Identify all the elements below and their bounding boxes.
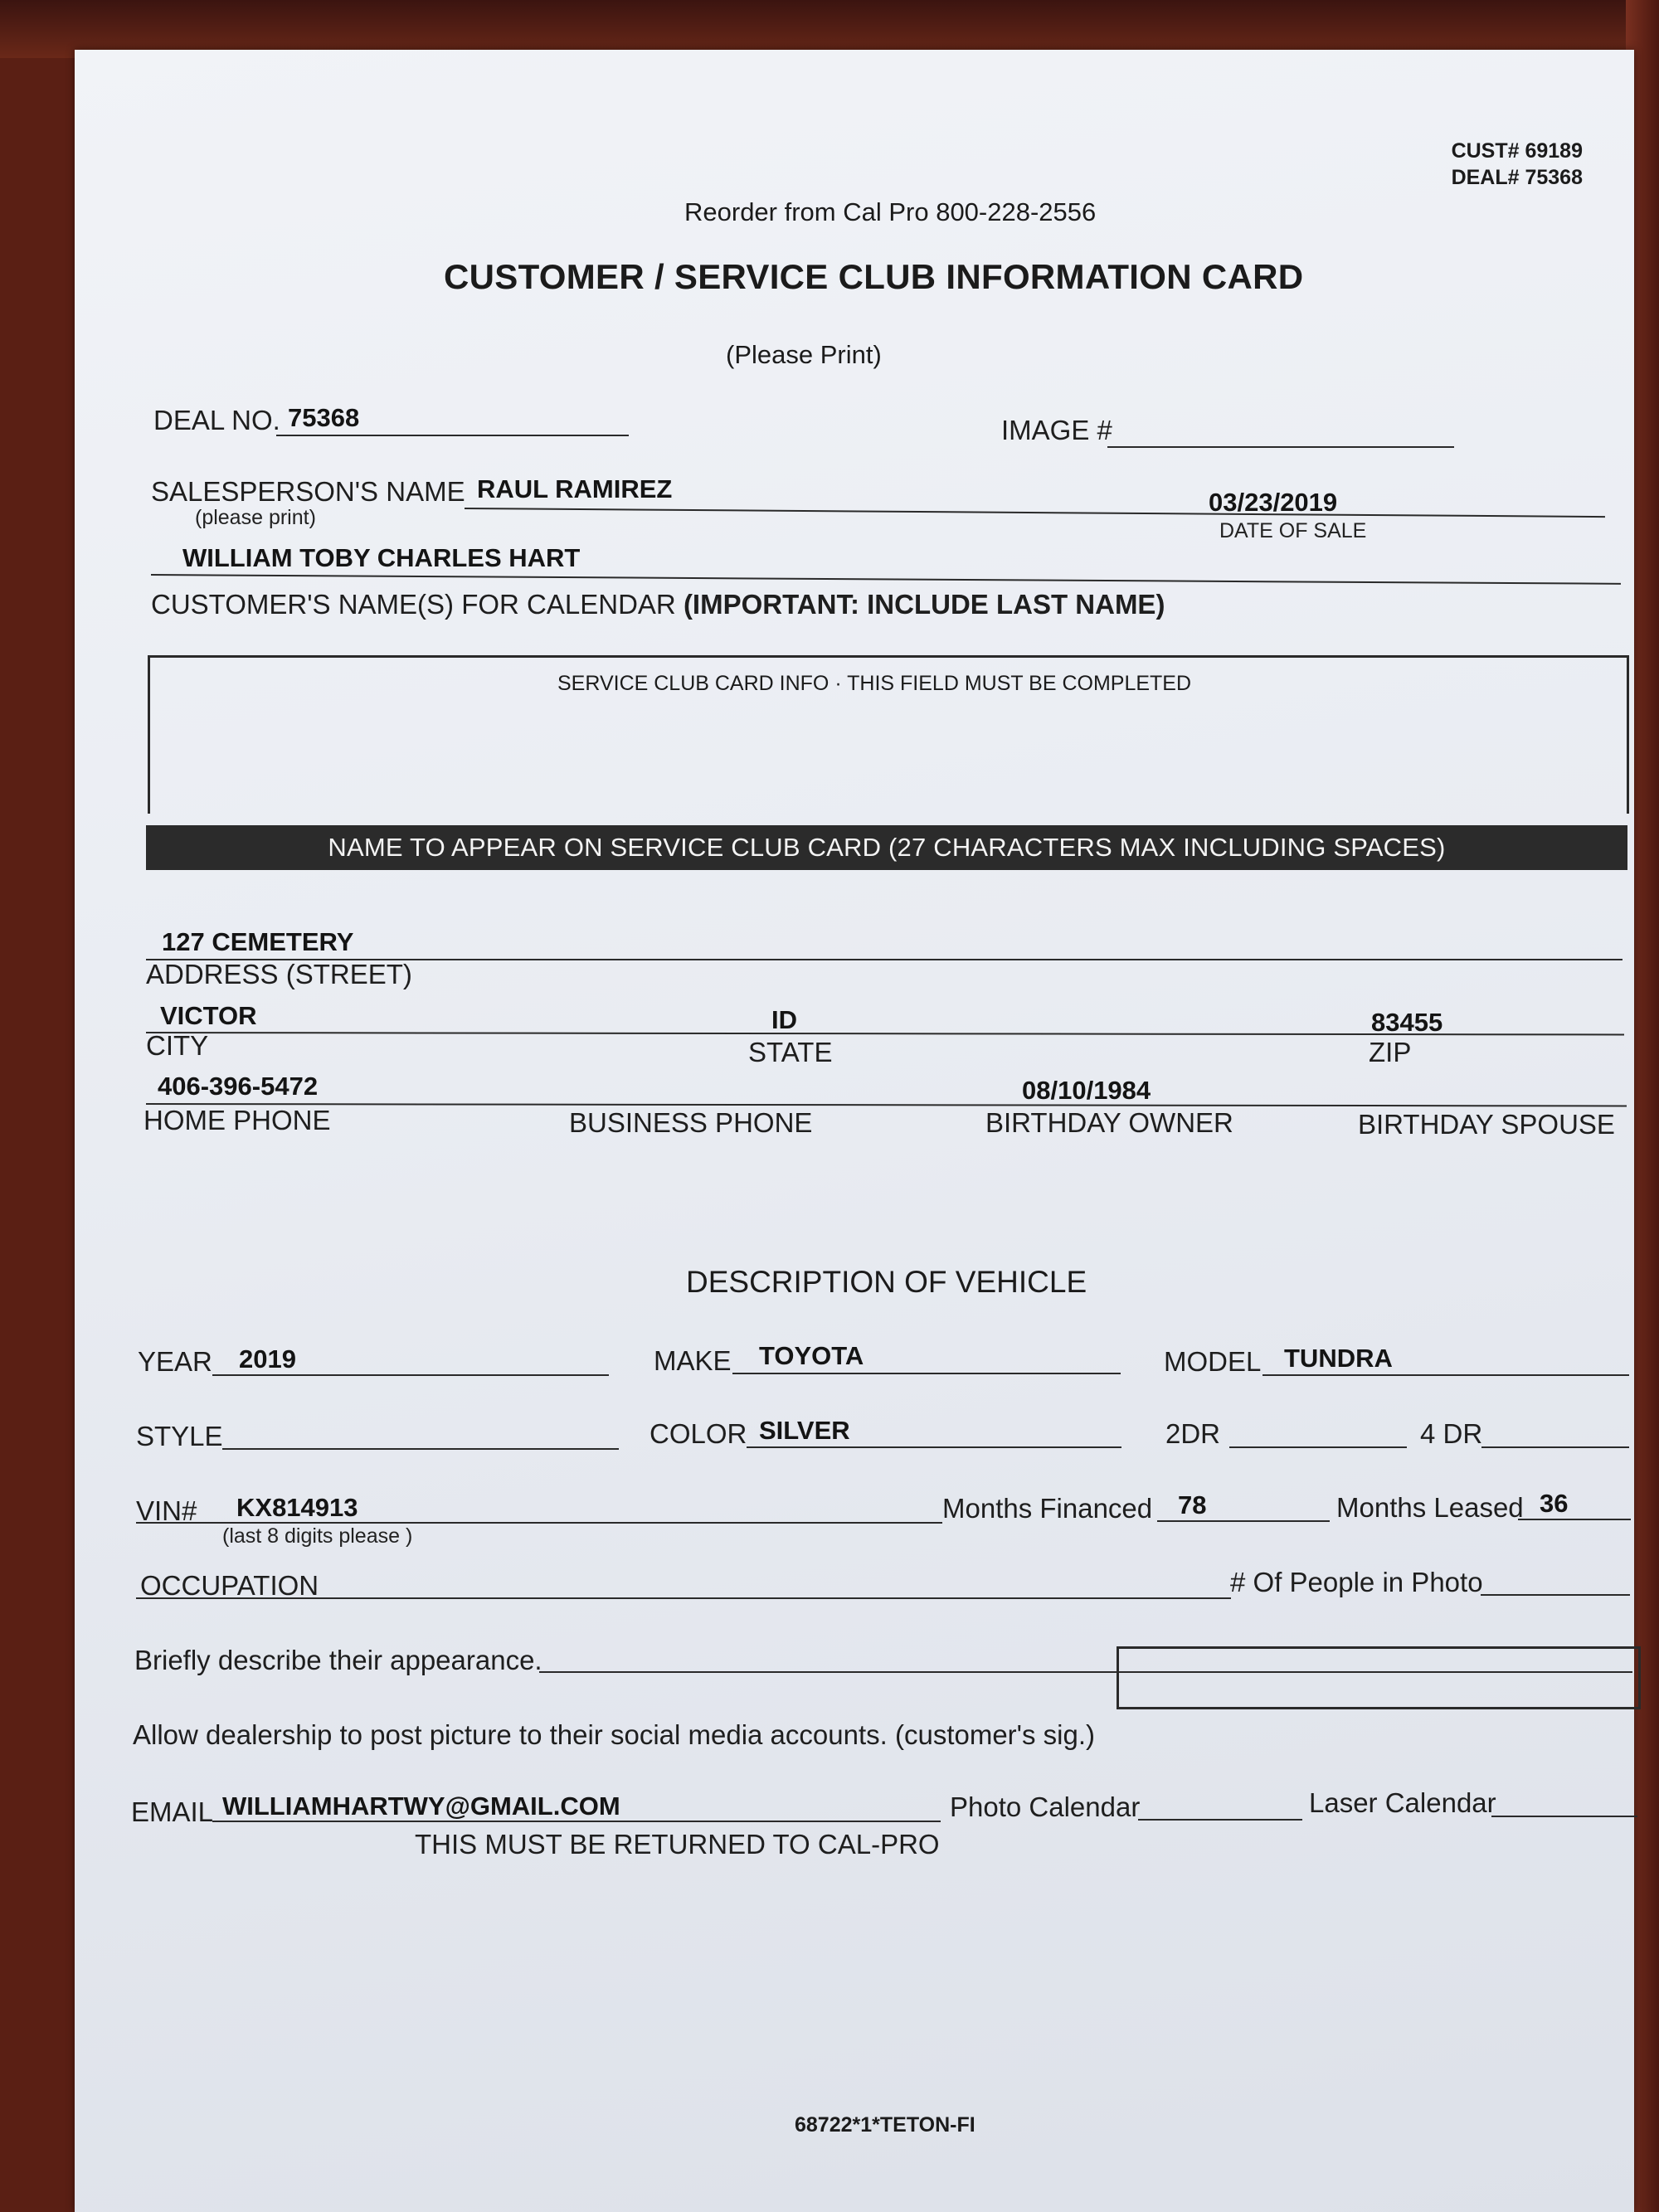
style-underline [222, 1448, 619, 1450]
color-label: COLOR [649, 1418, 747, 1449]
months-leased-label: Months Leased [1336, 1492, 1524, 1523]
state-value[interactable]: ID [771, 1005, 797, 1034]
model-value[interactable]: TUNDRA [1284, 1344, 1393, 1373]
social-media-consent-label: Allow dealership to post picture to their social media accounts. (customer's sig.) [133, 1719, 1095, 1750]
salesperson-underline [465, 508, 1605, 518]
year-label: YEAR [138, 1346, 212, 1377]
year-underline [212, 1374, 609, 1376]
page-title: CUSTOMER / SERVICE CLUB INFORMATION CARD [444, 257, 1304, 296]
form-sheet [75, 50, 1634, 2212]
birthday-owner-label: BIRTHDAY OWNER [985, 1107, 1233, 1138]
months-leased-value[interactable]: 36 [1540, 1489, 1569, 1518]
zip-value[interactable]: 83455 [1371, 1008, 1443, 1037]
address-label: ADDRESS (STREET) [146, 959, 412, 989]
occupation-underline [136, 1597, 1231, 1599]
customer-number: CUST# 69189 [1451, 139, 1583, 163]
home-phone-value[interactable]: 406-396-5472 [158, 1072, 319, 1101]
phone-birthday-underline [146, 1103, 1627, 1106]
months-financed-underline [1157, 1520, 1330, 1522]
appearance-label: Briefly describe their appearance. [134, 1645, 542, 1675]
months-financed-value[interactable]: 78 [1178, 1490, 1207, 1519]
salesperson-value[interactable]: RAUL RAMIREZ [477, 474, 673, 503]
make-label: MAKE [654, 1345, 732, 1376]
city-value[interactable]: VICTOR [160, 1001, 257, 1030]
months-leased-underline [1518, 1519, 1631, 1520]
deal-number-header: DEAL# 75368 [1451, 166, 1583, 189]
customer-name-underline [151, 574, 1621, 585]
photo-calendar-underline [1138, 1819, 1302, 1821]
form-code: 68722*1*TETON-FI [795, 2113, 975, 2137]
four-door-underline [1481, 1446, 1629, 1448]
model-underline [1262, 1374, 1629, 1376]
two-door-underline [1229, 1446, 1407, 1448]
salesperson-label: SALESPERSON'S NAME [151, 476, 465, 507]
service-club-caption: SERVICE CLUB CARD INFO · THIS FIELD MUST BE COMPLETED [557, 672, 1192, 695]
customer-name-important-note: (IMPORTANT: INCLUDE LAST NAME) [683, 589, 1165, 620]
service-club-banner: NAME TO APPEAR ON SERVICE CLUB CARD (27 CHARACTERS MAX INCLUDING SPACES) [146, 825, 1627, 870]
customer-name-label [151, 589, 1165, 620]
people-in-photo-label: # Of People in Photo [1230, 1567, 1483, 1597]
months-financed-label: Months Financed [942, 1493, 1153, 1524]
occupation-label: OCCUPATION [140, 1570, 319, 1601]
customer-name-value[interactable]: WILLIAM TOBY CHARLES HART [182, 543, 581, 572]
please-print-note: (Please Print) [726, 340, 882, 369]
model-label: MODEL [1164, 1346, 1262, 1377]
business-phone-label: BUSINESS PHONE [569, 1107, 813, 1138]
color-underline [747, 1446, 1121, 1448]
vin-sublabel: (last 8 digits please ) [222, 1524, 413, 1548]
two-door-label: 2DR [1165, 1418, 1221, 1449]
date-of-sale-label: DATE OF SALE [1219, 519, 1367, 542]
salesperson-sublabel: (please print) [195, 506, 316, 529]
laser-calendar-underline [1491, 1816, 1637, 1817]
make-value[interactable]: TOYOTA [759, 1341, 864, 1370]
state-label: STATE [748, 1037, 833, 1067]
deal-no-value[interactable]: 75368 [288, 403, 360, 432]
date-of-sale-value[interactable]: 03/23/2019 [1209, 488, 1338, 517]
email-underline [212, 1821, 941, 1822]
reorder-note: Reorder from Cal Pro 800-228-2556 [684, 197, 1097, 226]
vin-value[interactable]: KX814913 [236, 1493, 358, 1522]
vin-label: VIN# [136, 1495, 197, 1526]
zip-label: ZIP [1369, 1037, 1412, 1067]
address-value[interactable]: 127 CEMETERY [162, 927, 354, 956]
birthday-owner-value[interactable]: 08/10/1984 [1022, 1076, 1151, 1105]
style-label: STYLE [136, 1421, 223, 1451]
make-underline [732, 1373, 1121, 1374]
deal-no-label: DEAL NO. [153, 405, 280, 435]
vin-underline [136, 1522, 942, 1524]
email-label: EMAIL [131, 1796, 214, 1827]
image-number-label: IMAGE # [1001, 415, 1112, 445]
color-value[interactable]: SILVER [759, 1416, 850, 1445]
return-note: THIS MUST BE RETURNED TO CAL-PRO [415, 1829, 940, 1860]
people-in-photo-underline [1481, 1594, 1630, 1596]
laser-calendar-label: Laser Calendar [1309, 1787, 1496, 1818]
year-value[interactable]: 2019 [239, 1344, 296, 1373]
customer-signature-box[interactable] [1117, 1646, 1641, 1709]
birthday-spouse-label: BIRTHDAY SPOUSE [1358, 1109, 1615, 1140]
customer-name-label-text: CUSTOMER'S NAME(S) FOR CALENDAR [151, 589, 676, 620]
home-phone-label: HOME PHONE [144, 1105, 331, 1135]
photo-calendar-label: Photo Calendar [950, 1791, 1141, 1822]
vehicle-section-heading: DESCRIPTION OF VEHICLE [686, 1265, 1087, 1299]
four-door-label: 4 DR [1420, 1418, 1483, 1449]
email-value[interactable]: WILLIAMHARTWY@GMAIL.COM [222, 1791, 620, 1821]
deal-no-underline [276, 435, 629, 436]
city-label: CITY [146, 1030, 209, 1061]
image-number-underline [1107, 446, 1454, 448]
